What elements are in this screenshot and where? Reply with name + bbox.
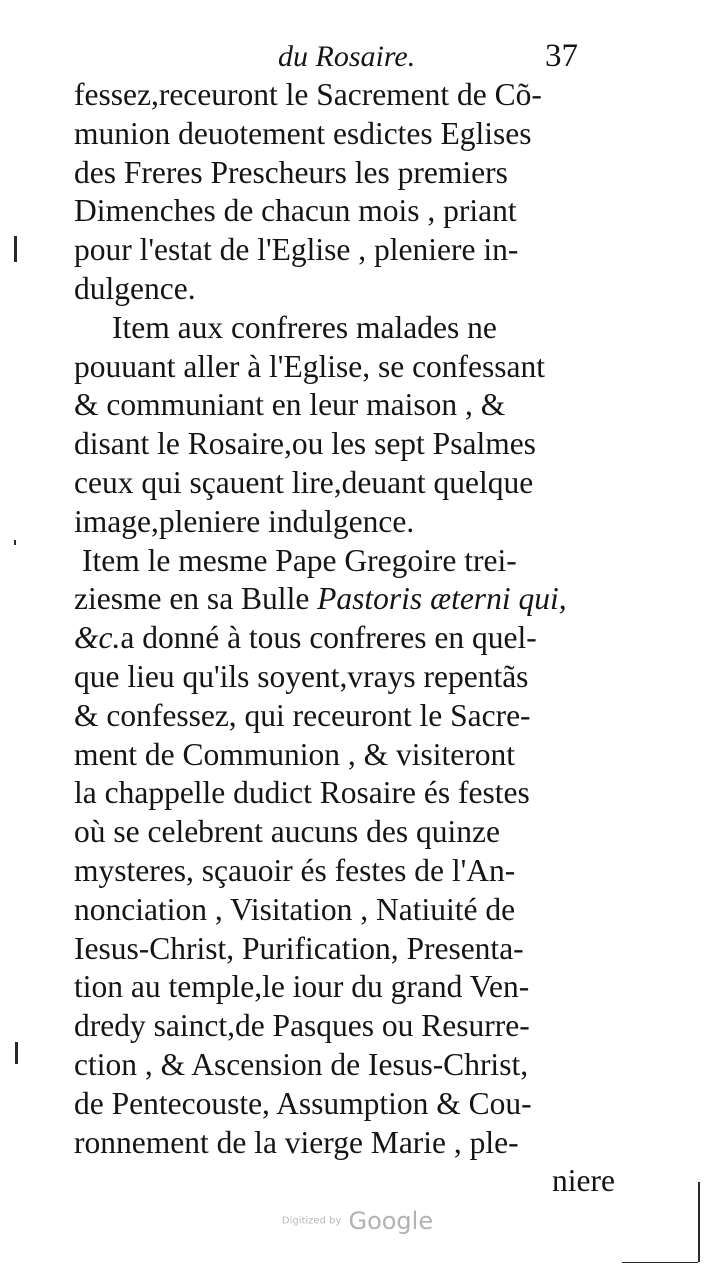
text-run: ziesme en sa Bulle: [74, 581, 318, 617]
text-line: Dimenches de chacun mois , priant: [74, 193, 517, 229]
digitized-watermark: [0, 1207, 715, 1247]
running-head: [0, 36, 715, 76]
text-line: de Pentecouste, Assumption & Cou-: [74, 1085, 532, 1121]
text-run: a donné à tous confreres en quel-: [120, 620, 537, 656]
text-line: fessez,receuront le Sacrement de Cõ-: [74, 77, 542, 112]
text-line: ronnement de la vierge Marie , ple-: [74, 1124, 519, 1160]
body-text: [74, 76, 629, 1201]
text-line: que lieu qu'ils soyent,vrays repentãs: [74, 658, 529, 694]
text-line: dredy sainct,de Pasques ou Resurre-: [74, 1008, 530, 1044]
text-line: munion deuotement esdictes Eglises: [74, 115, 532, 151]
text-line-with-italic: [74, 580, 629, 619]
text-line: ction , & Ascension de Iesus-Christ,: [74, 1046, 529, 1082]
text-line: ment de Communion , & visiteront: [74, 736, 515, 772]
page-edge-line: [622, 1262, 698, 1263]
text-line: & confessez, qui receuront le Sacre-: [74, 697, 531, 733]
page-number: 37: [545, 38, 578, 74]
text-line: pour l'estat de l'Eglise , pleniere in-: [74, 232, 519, 268]
margin-speck: [14, 236, 17, 262]
text-line: & communiant en leur maison , &: [74, 387, 506, 423]
text-line: tion au temple,le iour du grand Ven-: [74, 969, 530, 1005]
text-line-with-italic: [74, 619, 629, 658]
text-line: dulgence.: [74, 270, 196, 306]
margin-speck: [14, 540, 16, 545]
etc-italic: &c.: [74, 620, 121, 656]
paragraph-start-line: Item le mesme Pape Gregoire trei-: [82, 542, 517, 578]
digitized-by-text: Digitized by: [281, 1215, 342, 1227]
text-line: image,pleniere indulgence.: [74, 503, 415, 539]
bull-title-italic: Pastoris æterni qui,: [317, 581, 567, 617]
catchword: niere: [552, 1163, 615, 1199]
paragraph-start-line: Item aux confreres malades ne: [112, 309, 497, 345]
text-line: pouuant aller à l'Eglise, se confessant: [74, 348, 546, 384]
text-line: ceux qui sçauent lire,deuant quelque: [74, 464, 534, 500]
text-line: la chappelle dudict Rosaire és festes: [74, 775, 530, 811]
text-line: mysteres, sçauoir és festes de l'An-: [74, 852, 516, 888]
text-line: où se celebrent aucuns des quinze: [74, 814, 500, 850]
text-line: disant le Rosaire,ou les sept Psalmes: [74, 426, 536, 462]
text-line: nonciation , Visitation , Natiuité de: [74, 891, 516, 927]
text-line: des Freres Prescheurs les premiers: [74, 154, 508, 190]
running-title: du Rosaire.: [278, 40, 416, 73]
margin-speck: [15, 1042, 18, 1064]
google-logo-text: Google: [348, 1207, 434, 1235]
text-line: Iesus-Christ, Purification, Presenta-: [74, 930, 524, 966]
